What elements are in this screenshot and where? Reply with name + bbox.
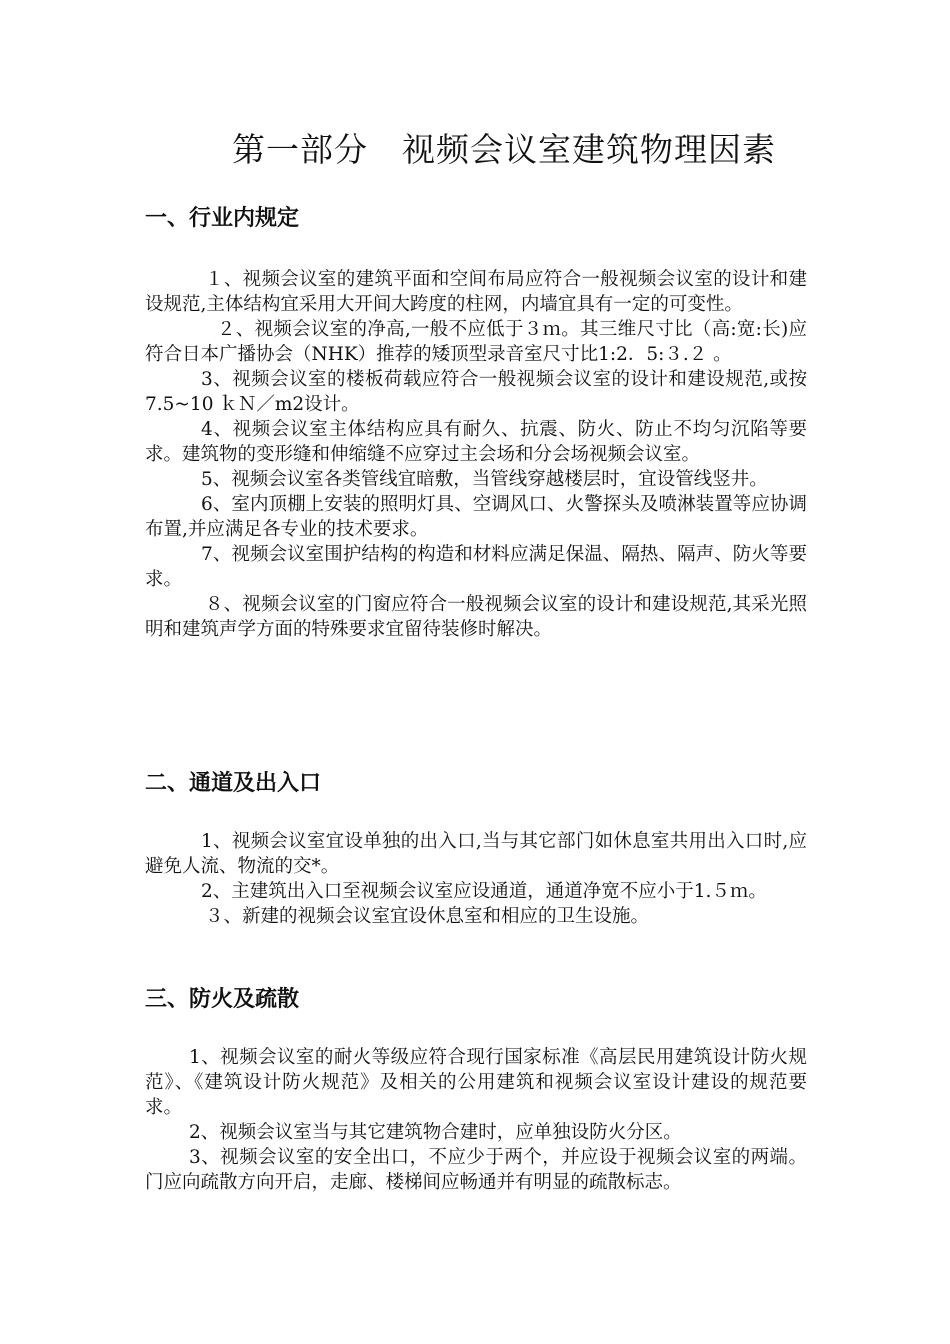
- paragraph: ２、视频会议室的净高,一般不应低于３ｍ。其三维尺寸比（高:宽:长)应符合日本广播协会（NHK）推荐的矮顶型录音室尺寸比1:2．5:３.２ 。: [145, 319, 807, 365]
- section-heading-fire-evacuation: 三、防火及疏散: [145, 987, 300, 1012]
- paragraph: 2、视频会议室当与其它建筑物合建时，应单独设防火分区。: [189, 1122, 682, 1143]
- paragraph: １、视频会议室的建筑平面和空间布局应符合一般视频会议室的设计和建设规范,主体结构宜采用大开间大跨度的柱网，内墙宜具有一定的可变性。: [145, 269, 807, 315]
- paragraph: ３、新建的视频会议室宜设休息室和相应的卫生设施。: [205, 906, 650, 927]
- paragraph: 2、主建筑出入口至视频会议室应设通道，通道净宽不应小于1.５ｍ。: [201, 881, 767, 902]
- paragraph: 7、视频会议室围护结构的构造和材料应满足保温、隔热、隔声、防火等要求。: [145, 544, 807, 590]
- paragraph: 6、室内顶棚上安装的照明灯具、空调风口、火警探头及喷淋装置等应协调布置,并应满足各专业的技术要求。: [145, 494, 807, 540]
- paragraph: 3、视频会议室的安全出口，不应少于两个，并应设于视频会议室的两端。门应向疏散方向开启，走廊、楼梯间应畅通并有明显的疏散标志。: [145, 1147, 807, 1193]
- section-body-fire-evacuation: [145, 1045, 807, 1195]
- paragraph: 1、视频会议室宜设单独的出入口,当与其它部门如休息室共用出入口时,应避免人流、物流的交*。: [145, 831, 807, 877]
- paragraph: 1、视频会议室的耐火等级应符合现行国家标准《高层民用建筑设计防火规范》、《建筑设计防火规范》及相关的公用建筑和视频会议室设计建设的规范要求。: [145, 1047, 807, 1118]
- paragraph: 5、视频会议室各类管线宜暗敷，当管线穿越楼层时，宜设管线竖井。: [201, 469, 768, 490]
- section-body-passages-entrances: [145, 829, 807, 929]
- section-body-industry-rules: [145, 267, 807, 642]
- paragraph: 4、视频会议室主体结构应具有耐久、抗震、防火、防止不均匀沉陷等要求。建筑物的变形缝和伸缩缝不应穿过主会场和分会场视频会议室。: [145, 419, 807, 465]
- paragraph: ８、视频会议室的门窗应符合一般视频会议室的设计和建设规范,其采光照明和建筑声学方面的特殊要求宜留待装修时解决。: [145, 594, 807, 640]
- section-heading-passages-entrances: 二、通道及出入口: [145, 771, 322, 796]
- paragraph: 3、视频会议室的楼板荷载应符合一般视频会议室的设计和建设规范,或按7.5~10 ｋＮ／m2设计。: [145, 369, 807, 415]
- section-heading-industry-rules: 一、行业内规定: [145, 206, 300, 231]
- document-title: 第一部分 视频会议室建筑物理因素: [232, 130, 776, 169]
